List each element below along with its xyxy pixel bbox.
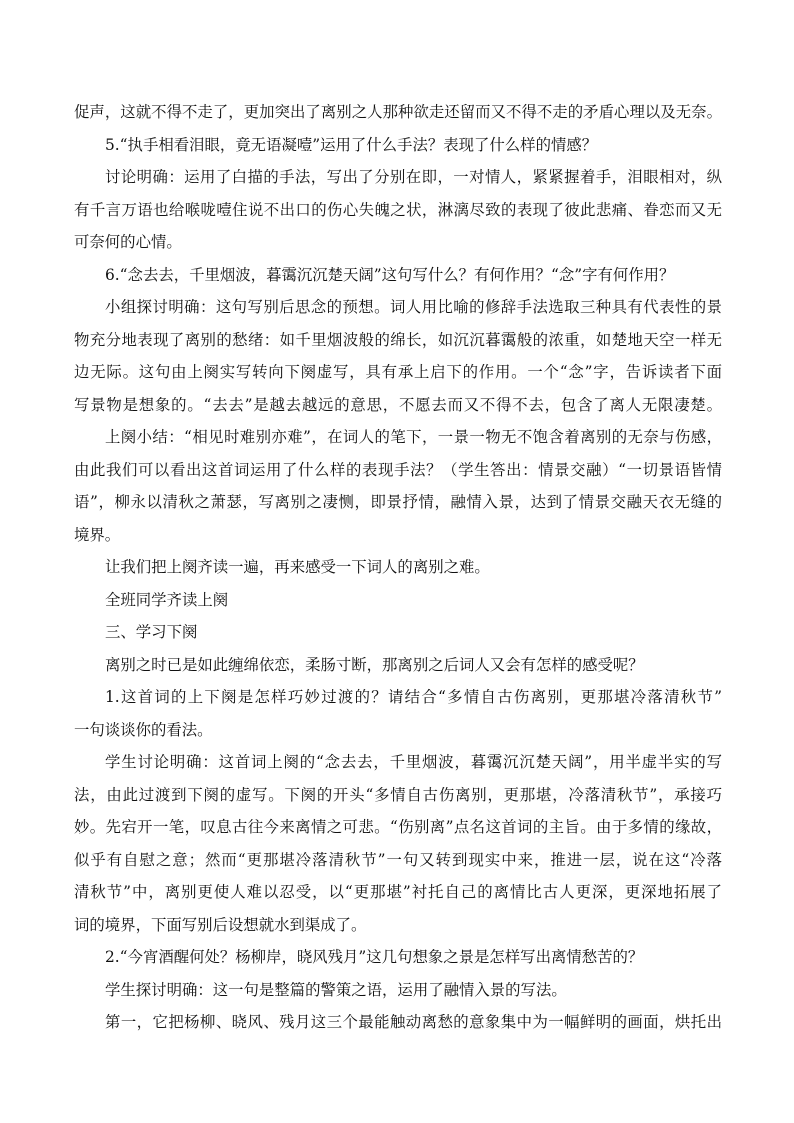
paragraph-line: 离别之时已是如此缠绵依恋，柔肠寸断，那离别之后词人又会有怎样的感受呢？: [105, 655, 644, 674]
paragraph-line: 讨论明确：运用了白描的手法，写出了分别在即，一对情人，紧紧握着手，泪眼相对，纵: [105, 168, 722, 186]
paragraph-line: 语”，柳永以清秋之萧瑟，写离别之凄恻，即景抒情，融情入景，达到了情景交融天衣无缝的: [74, 493, 722, 511]
paragraph-line: 学生探讨明确：这一句是整篇的警策之语，运用了融情入景的写法。: [105, 980, 567, 999]
question-2: 2.“今宵酒醒何处？杨柳岸，晓风残月”这几句想象之景是怎样写出离情愁苦的？: [105, 948, 644, 966]
section-heading: 三、学习下阕: [105, 623, 198, 641]
summary-line: 上阕小结：“相见时难别亦难”，在词人的笔下，一景一物无不饱含着离别的无奈与伤感，: [105, 428, 722, 446]
paragraph-line: 物充分地表现了离别的愁绪：如千里烟波般的绵长，如沉沉暮霭般的浓重，如楚地天空一样无: [74, 330, 722, 349]
question-5: 5.“执手相看泪眼，竟无语凝噎”运用了什么手法？表现了什么样的情感？: [105, 135, 598, 154]
paragraph-line: 境界。: [74, 525, 121, 544]
paragraph-line: 一句谈谈你的看法。: [74, 720, 213, 739]
document-page: [74, 96, 722, 1039]
paragraph-line: 可奈何的心情。: [74, 233, 182, 251]
paragraph-line: 法，由此过渡到下阕的虚写。下阕的开头“多情自古伤离别，更那堪，冷落清秋节”，承接巧: [74, 785, 722, 804]
paragraph-line: 由此我们可以看出这首词运用了什么样的表现手法？（学生答出：情景交融）“一切景语皆情: [74, 460, 722, 479]
paragraph-line: 写景物是想象的。“去去”是越去越远的意思，不愿去而又不得不去，包含了离人无限凄楚。: [74, 395, 722, 414]
paragraph-line: 边无际。这句由上阕实写转向下阕虚写，具有承上启下的作用。一个“念”字，告诉读者下面: [74, 363, 722, 381]
paragraph-line: 学生讨论明确：这首词上阕的“念去去，千里烟波，暮霭沉沉楚天阔”，用半虚半实的写: [105, 753, 722, 771]
paragraph-line: 全班同学齐读上阕: [105, 590, 229, 609]
paragraph-line: 第一，它把杨柳、晓风、残月这三个最能触动离愁的意象集中为一幅鲜明的画面，烘托出: [105, 1013, 722, 1031]
paragraph-line: 让我们把上阕齐读一遍，再来感受一下词人的离别之难。: [105, 558, 490, 576]
paragraph-line: 小组探讨明确：这句写别后思念的预想。词人用比喻的修辞手法选取三种具有代表性的景: [105, 298, 722, 316]
paragraph-line: 妙。先宕开一笔，叹息古往今来离情之可悲。“伤别离”点名这首词的主旨。由于多情的缘故，: [74, 818, 722, 836]
question-6: 6.“念去去，千里烟波，暮霭沉沉楚天阔”这句写什么？有何作用？“念”字有何作用？: [105, 265, 675, 284]
paragraph-line: 有千言万语也给喉咙噎住说不出口的伤心失魄之状，淋漓尽致的表现了彼此悲痛、眷恋而又无: [74, 200, 722, 219]
question-1: 1.这首词的上下阕是怎样巧妙过渡的？请结合“多情自古伤离别，更那堪冷落清秋节”: [105, 688, 722, 706]
paragraph-line: 似乎有自慰之意；然而“更那堪冷落清秋节”一句又转到现实中来，推进一层，说在这“冷落: [74, 850, 722, 869]
paragraph-line: 清秋节”中，离别更使人难以忍受，以“更那堪”衬托自己的离情比古人更深，更深地拓展了: [74, 883, 722, 901]
paragraph-line: 词的境界，下面写别后设想就水到渠成了。: [74, 915, 367, 934]
paragraph-line: 促声，这就不得不走了，更加突出了离别之人那种欲走还留而又不得不走的矛盾心理以及无奈。: [74, 103, 722, 121]
